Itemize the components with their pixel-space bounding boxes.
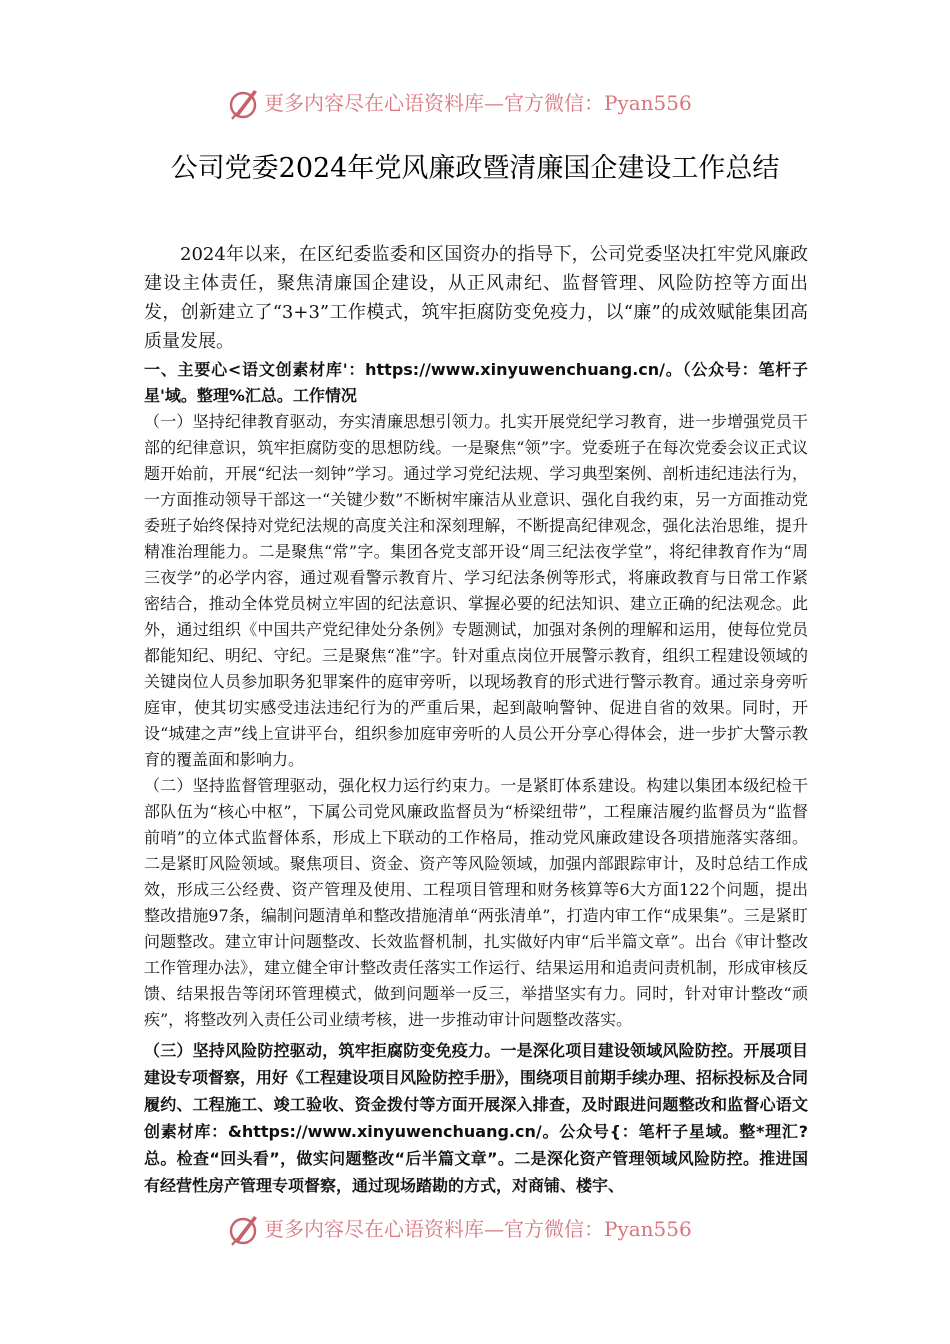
header-watermark-banner [0,83,950,123]
footer-watermark-banner [0,1209,950,1249]
banner-text: 更多内容尽在心语资料库—官方微信：Pyan556 [264,91,692,115]
section-1-paragraph: （一）坚持纪律教育驱动，夯实清廉思想引领力。扎实开展党纪学习教育，进一步增强党员干部的纪律意识，筑牢拒腐防变的思想防线。一是聚焦“领”字。党委班子在每次党委会议正式议题开始前，开展“纪法一刻钟”学习。通过学习党纪法规、学习典型案例、剖析违纪违法行为，一方面推动领导干部这一“关键少数”不断树牢廉洁从业意识、强化自我约束，另一方面推动党委班子始终保持对党纪法规的高度关注和深刻理解，不断提高纪律观念，强化法治思维，提升精准治理能力。二是聚焦“常”字。集团各党支部开设“周三纪法夜学堂”，将纪律教育作为“周三夜学”的必学内容，通过观看警示教育片、学习纪法条例等形式，将廉政教育与日常工作紧密结合，推动全体党员树立牢固的纪法意识、掌握必要的纪法知识、建立正确的纪法观念。此外，通过组织《中国共产党纪律处分条例》专题测试，加强对条例的理解和运用，使每位党员都能知纪、明纪、守纪。三是聚焦“准”字。针对重点岗位开展警示教育，组织工程建设领域的关键岗位人员参加职务犯罪案件的庭审旁听，以现场教育的形式进行警示教育。通过亲身旁听庭审，使其切实感受违法违纪行为的严重后果，起到敲响警钟、促进自省的效果。同时，开设“城建之声”线上宣讲平台，组织参加庭审旁听的人员公开分享心得体会，进一步扩大警示教育的覆盖面和影响力。 [144,412,808,769]
section-3-paragraph: （三）坚持风险防控驱动，筑牢拒腐防变免疫力。一是深化项目建设领域风险防控。开展项目建设专项督察，用好《工程建设项目风险防控手册》，围绕项目前期手续办理、招标投标及合同履约、工程施工、竣工验收、资金拨付等方面开展深入排查，及时跟进问题整改和监督心语文创素材库：&https://www.xinyuwenchuang.cn/。公众号{：笔杆子星域。整*理汇?总。检查“回头看”，做实问题整改“后半篇文章”。二是深化资产管理领域风险防控。推进国有经营性房产管理专项督察，通过现场踏勘的方式，对商铺、楼宇、 [144,1041,809,1195]
section-heading-1: 一、主要心<语文创素材库'：https://www.xinyuwenchuang.cn/。（公众号：笔杆子星'域。整理%汇总。工作情况 [144,360,808,405]
document-body [144,240,808,1199]
quill-pen-logo-icon [228,1212,260,1246]
intro-paragraph: 2024年以来，在区纪委监委和区国资办的指导下，公司党委坚决扛牢党风廉政建设主体责任，聚焦清廉国企建设，从正风肃纪、监督管理、风险防控等方面出发，创新建立了“3+3”工作模式，筑牢拒腐防变免疫力，以“廉”的成效赋能集团高质量发展。 [144,244,808,352]
banner-text: 更多内容尽在心语资料库—官方微信：Pyan556 [264,1217,692,1241]
page-title: 公司党委2024年党风廉政暨清廉国企建设工作总结 [170,153,780,184]
quill-pen-logo-icon [228,86,260,120]
section-2-paragraph: （二）坚持监督管理驱动，强化权力运行约束力。一是紧盯体系建设。构建以集团本级纪检干部队伍为“核心中枢”，下属公司党风廉政监督员为“桥梁纽带”，工程廉洁履约监督员为“监督前哨”的立体式监督体系，形成上下联动的工作格局，推动党风廉政建设各项措施落实落细。二是紧盯风险领域。聚焦项目、资金、资产等风险领域，加强内部跟踪审计，及时总结工作成效，形成三公经费、资产管理及使用、工程项目管理和财务核算等6大方面122个问题，提出整改措施97条，编制问题清单和整改措施清单“两张清单”，打造内审工作“成果集”。三是紧盯问题整改。建立审计问题整改、长效监督机制，扎实做好内审“后半篇文章”。出台《审计整改工作管理办法》，建立健全审计整改责任落实工作运行、结果运用和追责问责机制，形成审核反馈、结果报告等闭环管理模式，做到问题举一反三，举措坚实有力。同时，针对审计整改“顽疾”，将整改列入责任公司业绩考核，进一步推动审计问题整改落实。 [144,776,809,1029]
